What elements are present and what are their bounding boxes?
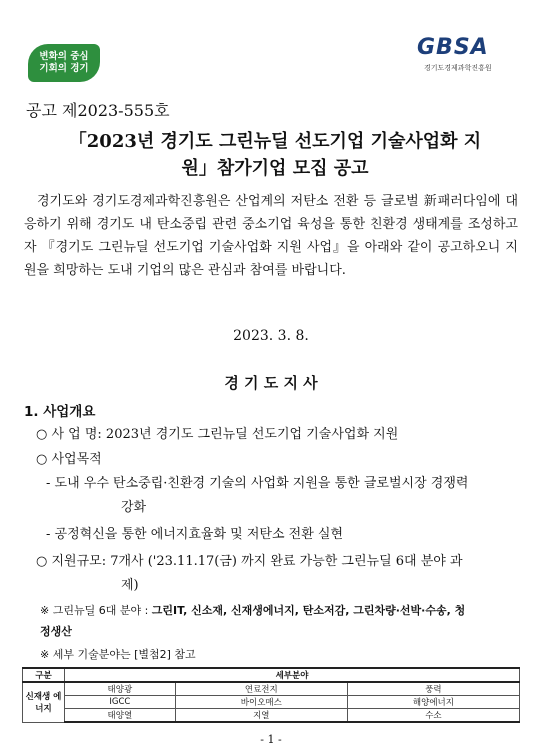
note-prefix: ※ 그린뉴딜 6대 분야 :	[40, 604, 152, 617]
purpose-item-1-cont: 강화	[121, 500, 147, 515]
table-header-detail: 세부분야	[65, 668, 520, 682]
intro-paragraph	[24, 190, 518, 282]
table-cell: 바이오매스	[175, 696, 347, 709]
table-cell: 풍력	[347, 682, 519, 696]
table-cell: 연료전지	[175, 682, 347, 696]
purpose-label: ○ 사업목적	[36, 452, 102, 467]
note-fields: 그린IT, 신소재, 신재생에너지, 탄소저감, 그린차량·선박·수송, 청	[151, 604, 466, 617]
notice-number: 공고 제2023-555호	[26, 101, 170, 120]
six-fields-note	[40, 602, 520, 620]
table-cell: 수소	[347, 709, 519, 723]
title-line-1: 「2023년 경기도 그린뉴딜 선도기업 기술사업화 지	[68, 131, 482, 152]
purpose-item-2: - 공정혁신을 통한 에너지효율화 및 저탄소 전환 실현	[46, 527, 344, 542]
logo-line-1: 변화의 중심	[39, 51, 89, 62]
section-heading: 1. 사업개요	[24, 404, 96, 420]
table-header-category: 구분	[23, 668, 65, 682]
field-table	[22, 667, 520, 723]
intro-text: 경기도와 경기도경제과학진흥원은 산업계의 저탄소 전환 등 글로벌 新패러다임에 대응하기 위해 경기도 내 탄소중립 관련 중소기업 육성을 통한 친환경 생태계를 조성하고자 『경기도 그린뉴딜 선도기업 기술사업화 지원 사업』을 아래와 같이 공고하오니 지원을 희망하는 도내 기업의 많은 관심과 참여를 바랍니다.	[24, 194, 518, 278]
table-cell: 태양광	[65, 682, 176, 696]
gbsa-logo: GBSA	[417, 35, 489, 60]
page-number: - 1 -	[260, 733, 282, 746]
table-cell: 해양에너지	[347, 696, 519, 709]
page-title	[30, 128, 520, 182]
support-scale-item: ○ 지원규모: 7개사 ('23.11.17(금) 까지 완료 가능한 그린뉴딜 6대 분야 과	[36, 554, 463, 569]
announcement-date: 2023. 3. 8.	[233, 328, 309, 344]
project-name-item: ○ 사 업 명: 2023년 경기도 그린뉴딜 선도기업 기술사업화 지원	[36, 427, 399, 442]
table-cell: IGCC	[65, 696, 176, 709]
gyeonggi-slogan-logo	[28, 44, 100, 82]
detail-field-note: ※ 세부 기술분야는 [별첨2] 참고	[40, 648, 196, 661]
gbsa-logo-subtitle: 경기도경제과학진흥원	[424, 64, 492, 72]
table-cell: 지열	[175, 709, 347, 723]
table-header-row	[23, 668, 520, 682]
support-scale-cont: 제)	[121, 578, 139, 593]
logo-line-2: 기회의 경기	[39, 63, 89, 74]
title-line-2: 원」참가기업 모집 공고	[181, 158, 369, 179]
purpose-item-1: - 도내 우수 탄소중립·친환경 기술의 사업화 지원을 통한 글로벌시장 경쟁력	[46, 476, 469, 491]
table-cell: 태양열	[65, 709, 176, 723]
table-row	[23, 709, 520, 723]
table-row	[23, 696, 520, 709]
table-row	[23, 682, 520, 696]
table-category-cell: 신재생 에너지	[23, 682, 65, 722]
issuing-organization: 경 기 도 지 사	[224, 374, 318, 392]
six-fields-note-cont: 정생산	[40, 625, 72, 638]
